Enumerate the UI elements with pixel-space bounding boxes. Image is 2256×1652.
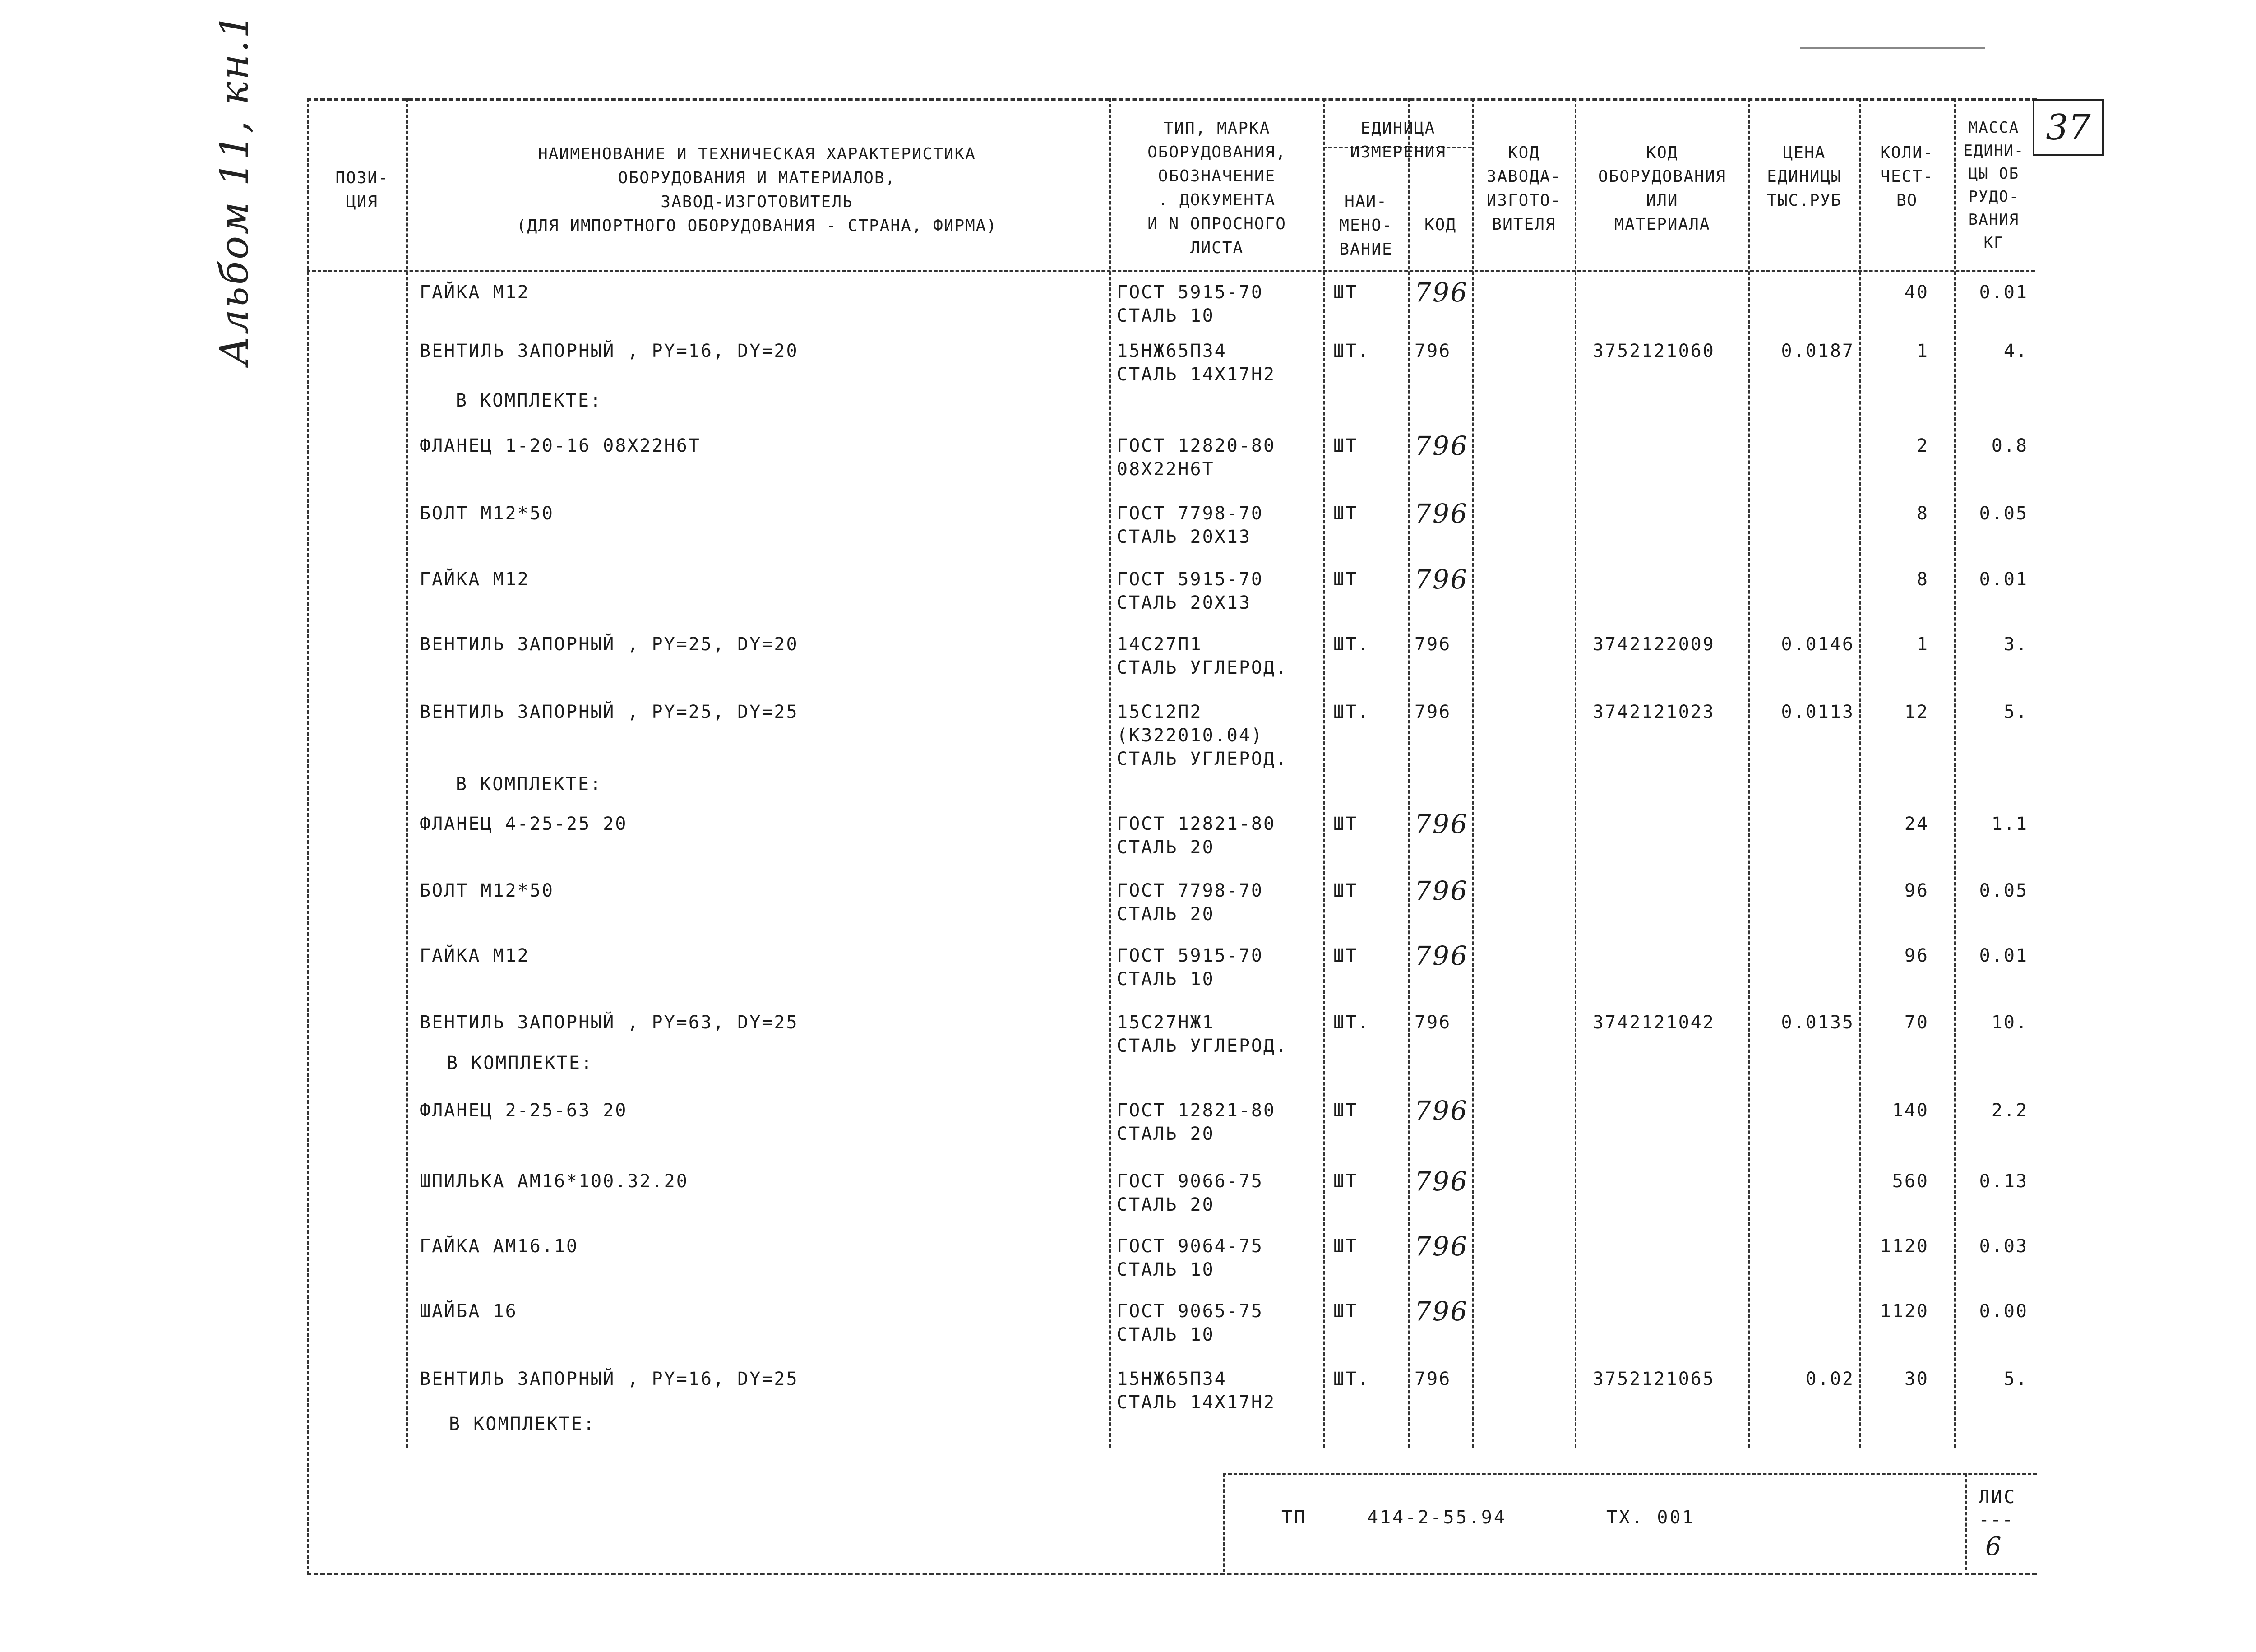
row-ref: СТАЛЬ 20 <box>1117 904 1215 925</box>
column-divider <box>406 98 408 1448</box>
row-ref: 15НЖ65П34 <box>1117 1369 1227 1389</box>
row-name: ВЕНТИЛЬ ЗАПОРНЫЙ , PY=16, DY=25 <box>420 1369 799 1389</box>
row-ref: СТАЛЬ 20Х13 <box>1117 592 1251 613</box>
row-ref: ГОСТ 12821-80 <box>1117 1100 1276 1121</box>
row-section: В КОМПЛЕКТЕ: <box>449 1414 596 1435</box>
row-qty: 24 <box>1904 814 1929 834</box>
row-price: 0.0113 <box>1781 702 1854 722</box>
row-ref: (К322010.04) <box>1117 725 1263 746</box>
header-type: ТИП, МАРКА ОБОРУДОВАНИЯ, ОБОЗНАЧЕНИЕ . ДОКУМЕНТА И N ОПРОСНОГО ЛИСТА <box>1147 119 1286 257</box>
column-divider <box>1408 98 1410 1448</box>
row-price: 0.02 <box>1805 1369 1854 1389</box>
row-ref: 15НЖ65П34 <box>1117 341 1227 361</box>
row-qty: 1 <box>1916 341 1929 361</box>
row-name: ГАЙКА М12 <box>420 569 530 590</box>
row-mass: 4. <box>2003 341 2028 361</box>
row-ref: СТАЛЬ 20 <box>1117 837 1215 858</box>
row-qty: 8 <box>1916 569 1929 590</box>
doc-suffix: ТХ. 001 <box>1606 1507 1695 1528</box>
doc-number: 414-2-55.94 <box>1367 1507 1507 1528</box>
row-code: 796 <box>1415 430 1469 461</box>
row-code: 796 <box>1415 940 1469 971</box>
row-name: БОЛТ М12*50 <box>420 503 554 524</box>
row-name: ВЕНТИЛЬ ЗАПОРНЫЙ , PY=25, DY=20 <box>420 634 799 655</box>
row-name: ШПИЛЬКА АМ16*100.32.20 <box>420 1171 689 1192</box>
row-name: ГАЙКА АМ16.10 <box>420 1236 579 1257</box>
row-ref: СТАЛЬ 10 <box>1117 1259 1215 1280</box>
row-mass: 10. <box>1991 1012 2028 1033</box>
row-mass: 5. <box>2003 702 2028 722</box>
row-section: В КОМПЛЕКТЕ: <box>447 1053 593 1074</box>
row-mass: 0.01 <box>1979 282 2028 303</box>
row-price: 0.0146 <box>1781 634 1854 655</box>
row-code: 796 <box>1415 498 1469 529</box>
row-code: 796 <box>1415 277 1469 308</box>
sheet-number: 6 <box>1985 1532 2003 1561</box>
row-name: ФЛАНЕЦ 2-25-63 20 <box>420 1100 628 1121</box>
album-note: Альбом 11, кн.1 <box>212 12 257 366</box>
row-mass: 0.01 <box>1979 945 2028 966</box>
row-ref: СТАЛЬ 20 <box>1117 1194 1215 1215</box>
row-ref: СТАЛЬ 10 <box>1117 1324 1215 1345</box>
row-ref: СТАЛЬ 20 <box>1117 1124 1215 1144</box>
header-unit-name: НАИ- МЕНО- ВАНИЕ <box>1339 192 1393 259</box>
sheet-dashes: --- <box>1979 1509 2014 1530</box>
row-name: ВЕНТИЛЬ ЗАПОРНЫЙ , PY=16, DY=20 <box>420 341 799 361</box>
row-price: 0.0135 <box>1781 1012 1854 1033</box>
row-qty: 8 <box>1916 503 1929 524</box>
top-rule <box>1800 47 1985 49</box>
row-code: 796 <box>1415 875 1469 906</box>
row-name: ВЕНТИЛЬ ЗАПОРНЫЙ , PY=25, DY=25 <box>420 702 799 722</box>
row-unit: ШТ. <box>1333 702 1370 722</box>
row-unit: ШТ <box>1333 569 1358 590</box>
row-qty: 30 <box>1904 1369 1929 1389</box>
column-divider <box>1575 98 1576 1448</box>
row-ref: 14С27П1 <box>1117 634 1202 655</box>
header-quantity: КОЛИ- ЧЕСТ- ВО <box>1880 143 1934 210</box>
row-mass: 0.03 <box>1979 1236 2028 1257</box>
row-mass: 0.05 <box>1979 503 2028 524</box>
header-unit-group: ЕДИНИЦА ИЗМЕРЕНИЯ <box>1350 119 1447 162</box>
row-unit: ШТ <box>1333 1100 1358 1121</box>
row-ref: 15С27НЖ1 <box>1117 1012 1215 1033</box>
row-ref: ГОСТ 12821-80 <box>1117 814 1276 834</box>
row-qty: 1 <box>1916 634 1929 655</box>
row-ref: ГОСТ 12820-80 <box>1117 435 1276 456</box>
row-ref: СТАЛЬ УГЛЕРОД. <box>1117 749 1288 769</box>
row-unit: ШТ. <box>1333 341 1370 361</box>
row-code: 796 <box>1415 1166 1469 1197</box>
row-mass: 5. <box>2003 1369 2028 1389</box>
row-ref: СТАЛЬ 14Х17Н2 <box>1117 364 1276 385</box>
row-section: В КОМПЛЕКТЕ: <box>456 390 602 411</box>
column-divider <box>1954 98 1956 1448</box>
row-ref: СТАЛЬ УГЛЕРОД. <box>1117 1036 1288 1056</box>
row-code: 796 <box>1415 702 1452 722</box>
row-code: 796 <box>1415 1095 1469 1126</box>
row-unit: ШТ <box>1333 1171 1358 1192</box>
row-mass: 0.05 <box>1979 880 2028 901</box>
row-name: БОЛТ М12*50 <box>420 880 554 901</box>
title-block-divider <box>1965 1473 1967 1570</box>
row-qty: 96 <box>1904 945 1929 966</box>
row-unit: ШТ. <box>1333 634 1370 655</box>
row-unit: ШТ <box>1333 814 1358 834</box>
column-divider <box>1859 98 1861 1448</box>
row-code: 796 <box>1415 634 1452 655</box>
row-qty: 40 <box>1904 282 1929 303</box>
row-ref: СТАЛЬ 10 <box>1117 305 1215 326</box>
row-qty: 70 <box>1904 1012 1929 1033</box>
row-mass: 0.01 <box>1979 569 2028 590</box>
row-ref: ГОСТ 5915-70 <box>1117 282 1263 303</box>
row-ref: СТАЛЬ 20Х13 <box>1117 527 1251 547</box>
row-unit: ШТ <box>1333 1301 1358 1322</box>
row-qty: 140 <box>1892 1100 1929 1121</box>
row-material: 3742121023 <box>1593 702 1715 722</box>
row-ref: ГОСТ 7798-70 <box>1117 880 1263 901</box>
row-code: 796 <box>1415 341 1452 361</box>
row-mass: 1.1 <box>1991 814 2028 834</box>
row-ref: ГОСТ 9065-75 <box>1117 1301 1263 1322</box>
row-qty: 1120 <box>1880 1236 1929 1257</box>
row-unit: ШТ <box>1333 435 1358 456</box>
row-unit: ШТ. <box>1333 1012 1370 1033</box>
header-position: ПОЗИ- ЦИЯ <box>335 169 389 211</box>
row-unit: ШТ <box>1333 945 1358 966</box>
row-qty: 1120 <box>1880 1301 1929 1322</box>
row-section: В КОМПЛЕКТЕ: <box>456 774 602 795</box>
header-mass: МАССА ЕДИНИ- ЦЫ ОБ РУДО- ВАНИЯ КГ <box>1963 119 2025 252</box>
row-ref: СТАЛЬ 14Х17Н2 <box>1117 1392 1276 1413</box>
row-ref: ГОСТ 9066-75 <box>1117 1171 1263 1192</box>
column-divider <box>1748 98 1750 1448</box>
row-name: ГАЙКА М12 <box>420 282 530 303</box>
row-ref: ГОСТ 5915-70 <box>1117 569 1263 590</box>
row-price: 0.0187 <box>1781 341 1854 361</box>
row-unit: ШТ. <box>1333 1369 1370 1389</box>
row-unit: ШТ <box>1333 1236 1358 1257</box>
column-divider <box>1472 98 1474 1448</box>
row-ref: ГОСТ 5915-70 <box>1117 945 1263 966</box>
column-divider <box>1323 98 1325 1448</box>
row-name: ФЛАНЕЦ 1-20-16 08Х22Н6Т <box>420 435 701 456</box>
row-ref: СТАЛЬ УГЛЕРОД. <box>1117 657 1288 678</box>
row-code: 796 <box>1415 809 1469 839</box>
row-ref: 15С12П2 <box>1117 702 1202 722</box>
row-code: 796 <box>1415 1369 1452 1389</box>
row-material: 3752121065 <box>1593 1369 1715 1389</box>
row-ref: 08Х22Н6Т <box>1117 459 1215 480</box>
row-mass: 2.2 <box>1991 1100 2028 1121</box>
row-code: 796 <box>1415 1012 1452 1033</box>
sheet-label: ЛИС <box>1979 1487 2017 1508</box>
header-price: ЦЕНА ЕДИНИЦЫ ТЫС.РУБ <box>1767 143 1842 210</box>
row-mass: 3. <box>2003 634 2028 655</box>
header-unit-code: КОД <box>1424 216 1457 234</box>
row-unit: ШТ <box>1333 282 1358 303</box>
row-code: 796 <box>1415 1231 1469 1262</box>
row-unit: ШТ <box>1333 503 1358 524</box>
header-name: НАИМЕНОВАНИЕ И ТЕХНИЧЕСКАЯ ХАРАКТЕРИСТИКА ОБОРУДОВАНИЯ И МАТЕРИАЛОВ, ЗАВОД-ИЗГОТОВИТЕЛЬ (ДЛЯ ИМПОРТНОГО ОБОРУДОВАНИЯ - СТРАНА, ФИРМА) <box>516 145 998 235</box>
row-qty: 560 <box>1892 1171 1929 1192</box>
row-name: ВЕНТИЛЬ ЗАПОРНЫЙ , PY=63, DY=25 <box>420 1012 799 1033</box>
header-plant-code: КОД ЗАВОДА- ИЗГОТО- ВИТЕЛЯ <box>1486 143 1562 234</box>
doc-prefix: ТП <box>1281 1507 1307 1528</box>
row-code: 796 <box>1415 1296 1469 1327</box>
row-name: ГАЙКА М12 <box>420 945 530 966</box>
row-material: 3742122009 <box>1593 634 1715 655</box>
row-qty: 12 <box>1904 702 1929 722</box>
row-unit: ШТ <box>1333 880 1358 901</box>
row-ref: СТАЛЬ 10 <box>1117 969 1215 990</box>
row-mass: 0.13 <box>1979 1171 2028 1192</box>
row-mass: 0.8 <box>1991 435 2028 456</box>
row-ref: ГОСТ 7798-70 <box>1117 503 1263 524</box>
row-name: ФЛАНЕЦ 4-25-25 20 <box>420 814 628 834</box>
row-material: 3752121060 <box>1593 341 1715 361</box>
row-code: 796 <box>1415 564 1469 595</box>
row-name: ШАЙБА 16 <box>420 1301 518 1322</box>
row-qty: 2 <box>1916 435 1929 456</box>
row-ref: ГОСТ 9064-75 <box>1117 1236 1263 1257</box>
page-badge: 37 <box>2033 99 2104 156</box>
column-divider <box>1109 98 1111 1448</box>
header-material-code: КОД ОБОРУДОВАНИЯ ИЛИ МАТЕРИАЛА <box>1598 143 1727 234</box>
row-qty: 96 <box>1904 880 1929 901</box>
row-material: 3742121042 <box>1593 1012 1715 1033</box>
header-divider <box>307 270 2035 272</box>
row-mass: 0.00 <box>1979 1301 2028 1322</box>
